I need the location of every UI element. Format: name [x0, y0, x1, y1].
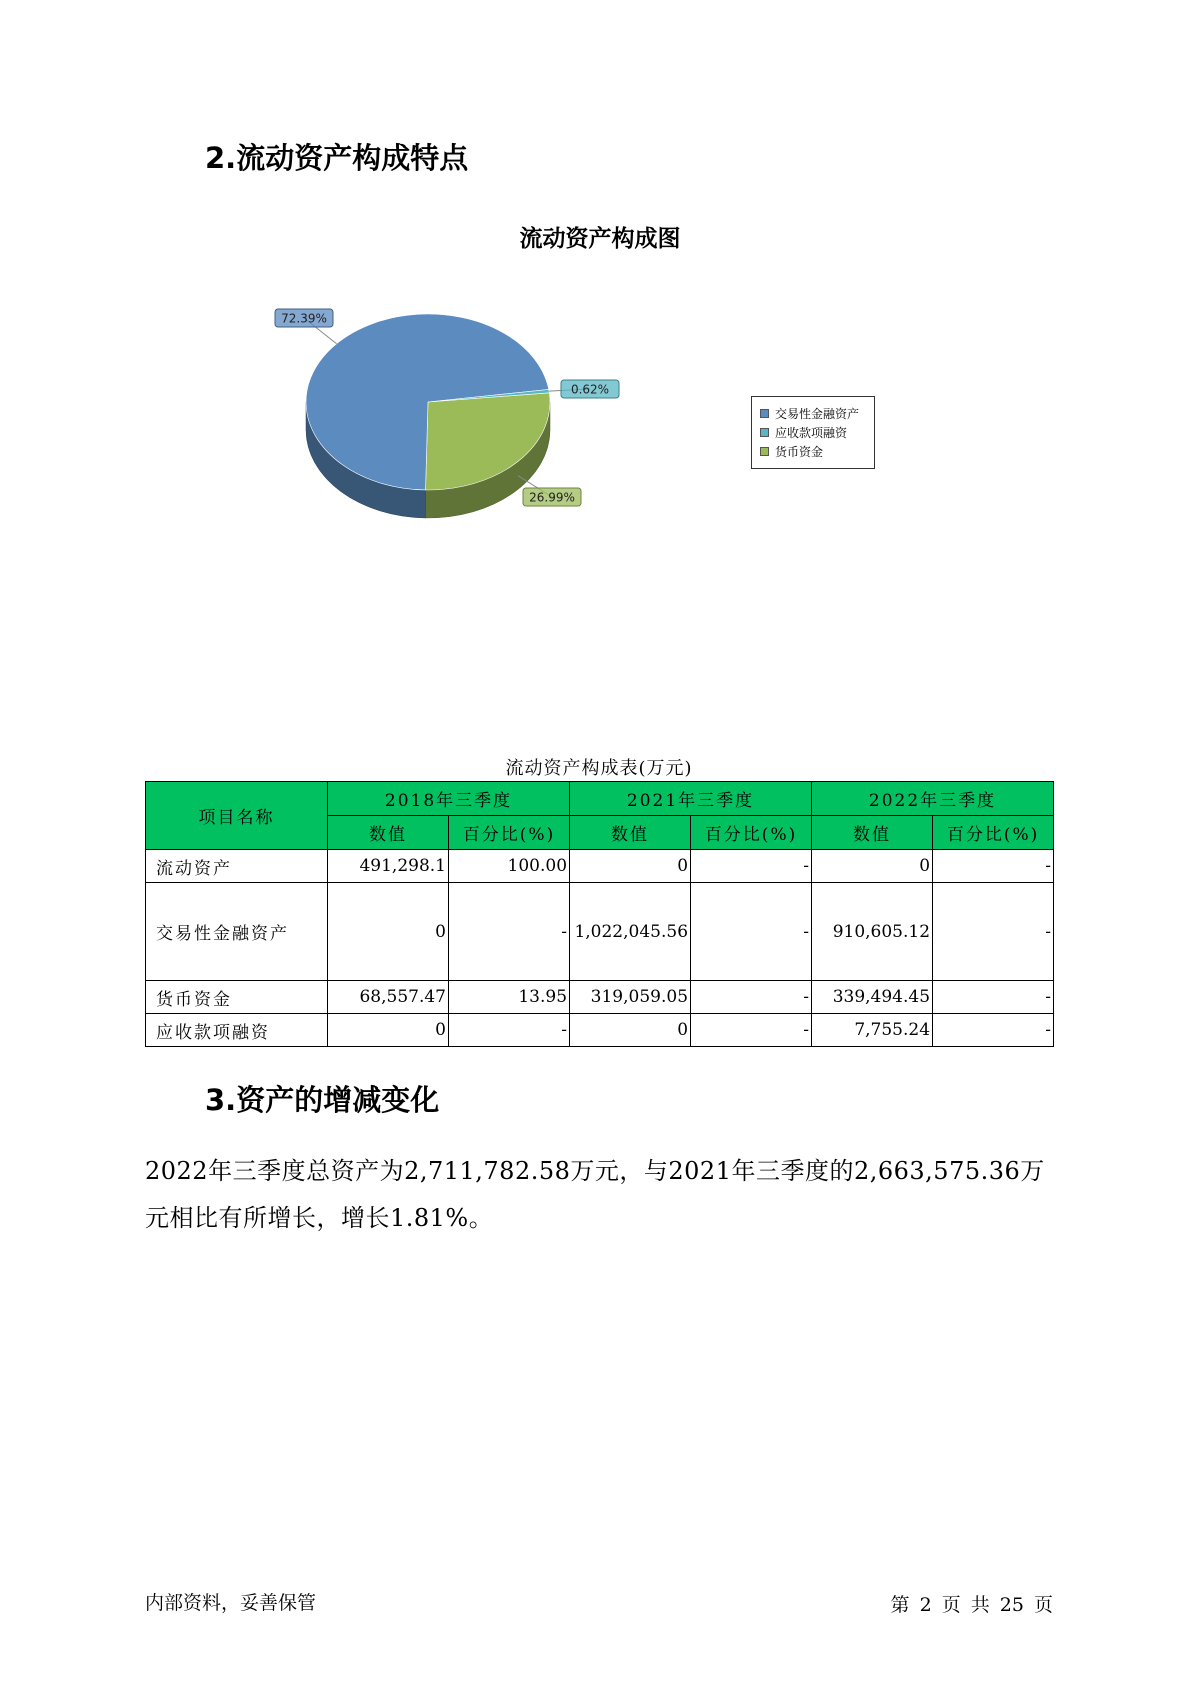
cell: 910,605.12: [812, 883, 933, 981]
cell: -: [933, 981, 1054, 1014]
legend-item-receivables-financing: [760, 423, 874, 442]
cell: -: [691, 1014, 812, 1047]
cell: 0: [328, 883, 449, 981]
cell: -: [933, 850, 1054, 883]
cell: -: [933, 883, 1054, 981]
cell: 100.00: [449, 850, 570, 883]
cell: 319,059.05: [570, 981, 691, 1014]
legend-swatch: [760, 409, 769, 418]
body-paragraph: 2022年三季度总资产为2,711,782.58万元，与2021年三季度的2,663,575.36万元相比有所增长，增长1.81%。: [145, 1157, 1045, 1232]
legend-swatch: [760, 428, 769, 437]
legend-label: 交易性金融资产: [775, 407, 860, 421]
pie-data-label: 0.62%: [570, 382, 610, 397]
table-row: [146, 850, 1054, 883]
header-period: 2021年三季度: [570, 782, 812, 816]
table-caption: 流动资产构成表(万元): [505, 758, 693, 779]
header-period: 2018年三季度: [328, 782, 570, 816]
footer-confidential: 内部资料，妥善保管: [145, 1592, 317, 1614]
header-percent: 百分比(%): [933, 816, 1054, 850]
table-row: [146, 883, 1054, 981]
cell: 68,557.47: [328, 981, 449, 1014]
current-assets-table: [145, 781, 1054, 1047]
footer-page-number: 第 2 页 共 25 页: [890, 1594, 1053, 1616]
row-name: 应收款项融资: [146, 1014, 328, 1047]
cell: 0: [570, 1014, 691, 1047]
legend-label: 应收款项融资: [775, 426, 848, 440]
cell: -: [449, 883, 570, 981]
legend-item-trading-assets: [760, 404, 874, 423]
cell: -: [449, 1014, 570, 1047]
section-3-title: 3.资产的增减变化: [205, 1083, 440, 1117]
cell: 0: [570, 850, 691, 883]
cell: -: [691, 981, 812, 1014]
cell: -: [691, 883, 812, 981]
chart-legend: [751, 396, 875, 469]
pie-data-label: 72.39%: [281, 311, 327, 326]
header-percent: 百分比(%): [691, 816, 812, 850]
table-row: [146, 981, 1054, 1014]
legend-swatch: [760, 447, 769, 456]
cell: 339,494.45: [812, 981, 933, 1014]
legend-label: 货币资金: [775, 445, 824, 459]
cell: 0: [328, 1014, 449, 1047]
cell: 7,755.24: [812, 1014, 933, 1047]
row-name: 流动资产: [146, 850, 328, 883]
pie-chart: [0, 0, 1191, 560]
header-value: 数值: [328, 816, 449, 850]
table-row: [146, 1014, 1054, 1047]
cell: 13.95: [449, 981, 570, 1014]
cell: 491,298.1: [328, 850, 449, 883]
chart-title: 流动资产构成图: [519, 226, 681, 252]
row-name: 交易性金融资产: [146, 883, 328, 981]
header-item-name: 项目名称: [146, 782, 328, 850]
legend-item-cash: [760, 442, 874, 461]
cell: -: [691, 850, 812, 883]
header-value: 数值: [812, 816, 933, 850]
cell: 0: [812, 850, 933, 883]
header-percent: 百分比(%): [449, 816, 570, 850]
header-value: 数值: [570, 816, 691, 850]
header-period: 2022年三季度: [812, 782, 1054, 816]
pie-data-label: 26.99%: [529, 490, 575, 505]
section-2-title: 2.流动资产构成特点: [205, 141, 469, 175]
row-name: 货币资金: [146, 981, 328, 1014]
cell: -: [933, 1014, 1054, 1047]
cell: 1,022,045.56: [570, 883, 691, 981]
